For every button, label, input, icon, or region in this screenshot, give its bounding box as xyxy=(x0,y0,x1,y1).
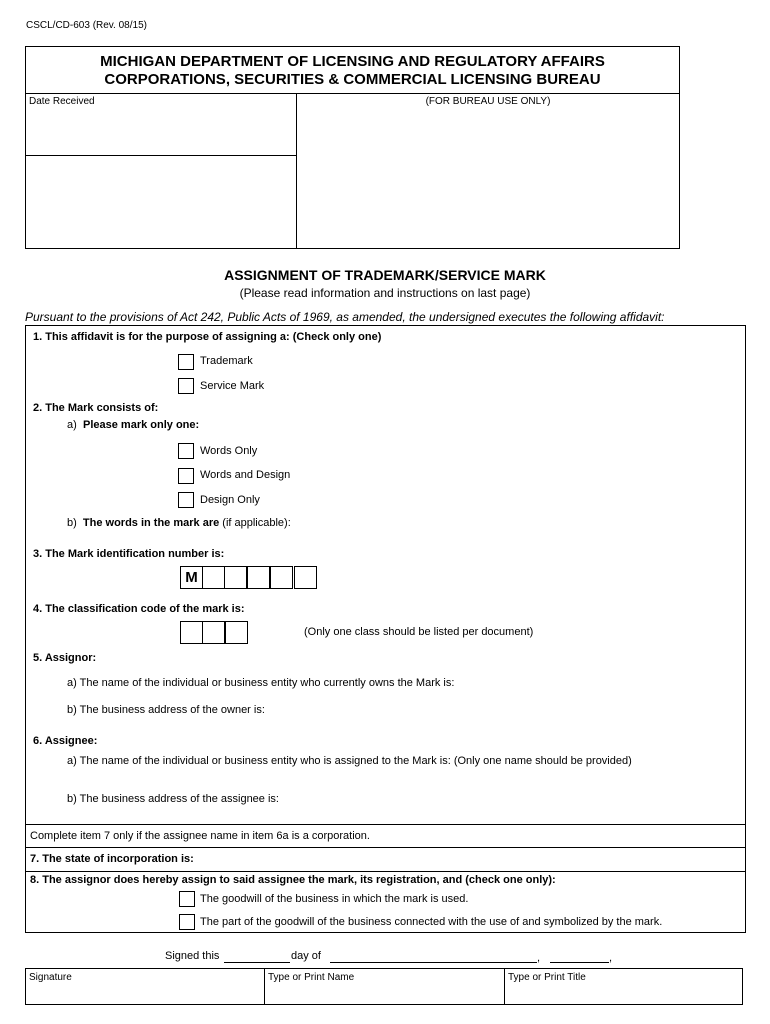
print-title-label: Type or Print Title xyxy=(508,972,586,983)
item8-label: 8. The assignor does hereby assign to said assignee the mark, its registration, and (check one only): xyxy=(30,874,556,886)
signed-month-field[interactable] xyxy=(330,962,537,963)
item5-label: 5. Assignor: xyxy=(33,652,97,664)
mark-id-digit-3[interactable] xyxy=(247,566,270,589)
assignor-name-label: a) The name of the individual or business entity who currently owns the Mark is: xyxy=(67,677,455,689)
goodwill-part-option: The part of the goodwill of the business connected with the use of and symbolized by the mark. xyxy=(200,916,663,928)
agency-line-2: CORPORATIONS, SECURITIES & COMMERCIAL LICENSING BUREAU xyxy=(104,71,601,88)
mark-id-digit-4[interactable] xyxy=(270,566,293,589)
item7-note: Complete item 7 only if the assignee name in item 6a is a corporation. xyxy=(30,830,370,842)
day-of-label: day of xyxy=(291,950,321,962)
mark-id-digit-2[interactable] xyxy=(224,566,247,589)
assignee-name-field[interactable] xyxy=(67,772,740,790)
item2a-prefix: a) xyxy=(67,419,77,431)
words-only-option: Words Only xyxy=(200,445,258,457)
class-note: (Only one class should be listed per document) xyxy=(304,626,534,638)
item7-label: 7. The state of incorporation is: xyxy=(30,853,194,865)
class-code-digit-3[interactable] xyxy=(225,621,248,644)
print-name-field[interactable] xyxy=(265,984,503,1004)
print-title-field[interactable] xyxy=(505,984,742,1004)
trademark-checkbox[interactable] xyxy=(178,354,194,370)
trademark-option: Trademark xyxy=(200,355,253,367)
words-design-option: Words and Design xyxy=(200,469,291,481)
signature-field[interactable] xyxy=(26,984,263,1004)
item4-label: 4. The classification code of the mark is: xyxy=(33,603,245,615)
date-received-label: Date Received xyxy=(29,96,95,107)
design-only-checkbox[interactable] xyxy=(178,492,194,508)
design-only-option: Design Only xyxy=(200,494,260,506)
item3-label: 3. The Mark identification number is: xyxy=(33,548,225,560)
state-incorporation-field[interactable] xyxy=(205,850,740,868)
mark-id-digit-5[interactable] xyxy=(294,566,317,589)
words-design-checkbox[interactable] xyxy=(178,468,194,484)
mark-words-field[interactable] xyxy=(300,513,740,531)
item6-label: 6. Assignee: xyxy=(33,735,98,747)
signature-label: Signature xyxy=(29,972,72,983)
assignor-address-label: b) The business address of the owner is: xyxy=(67,704,265,716)
item2b-label: b) The words in the mark are (if applicable): xyxy=(67,517,291,529)
signed-year-field[interactable] xyxy=(550,962,609,963)
assignor-name-field[interactable] xyxy=(470,674,740,692)
goodwill-whole-checkbox[interactable] xyxy=(179,891,195,907)
item2a-label: Please mark only one: xyxy=(83,419,200,431)
assignee-address-field[interactable] xyxy=(290,790,740,818)
bureau-use-label: (FOR BUREAU USE ONLY) xyxy=(425,96,551,107)
date-received-field[interactable] xyxy=(26,94,296,154)
print-name-label: Type or Print Name xyxy=(268,972,355,983)
class-code-digit-1[interactable] xyxy=(180,621,203,644)
assignor-address-field[interactable] xyxy=(275,701,740,719)
class-code-digit-2[interactable] xyxy=(202,621,225,644)
form-subtitle: (Please read information and instructions on last page) xyxy=(239,286,531,300)
agency-line-1: MICHIGAN DEPARTMENT OF LICENSING AND REGULATORY AFFAIRS xyxy=(100,53,605,70)
service-mark-option: Service Mark xyxy=(200,380,265,392)
form-title: ASSIGNMENT OF TRADEMARK/SERVICE MARK xyxy=(224,267,546,283)
goodwill-part-checkbox[interactable] xyxy=(179,914,195,930)
mark-id-digit-1[interactable] xyxy=(202,566,225,589)
intro-text: Pursuant to the provisions of Act 242, Public Acts of 1969, as amended, the undersigned executes the following affidavit: xyxy=(25,310,665,324)
item2-label: 2. The Mark consists of: xyxy=(33,402,159,414)
item1-label: 1. This affidavit is for the purpose of assigning a: (Check only one) xyxy=(33,331,382,343)
mark-id-prefix: M xyxy=(185,569,198,586)
signed-this-label: Signed this xyxy=(165,950,220,962)
words-only-checkbox[interactable] xyxy=(178,443,194,459)
goodwill-whole-option: The goodwill of the business in which the mark is used. xyxy=(200,893,469,905)
signed-day-field[interactable] xyxy=(224,962,290,963)
mark-id-prefix-cell xyxy=(180,566,203,589)
signed-comma-2: , xyxy=(609,952,613,964)
assignee-address-label: b) The business address of the assignee is: xyxy=(67,793,279,805)
signed-comma-1: , xyxy=(537,952,541,964)
form-id: CSCL/CD-603 (Rev. 08/15) xyxy=(26,20,147,31)
service-mark-checkbox[interactable] xyxy=(178,378,194,394)
assignee-name-label: a) The name of the individual or business entity who is assigned to the Mark is: (Only one name should be provided) xyxy=(67,755,632,767)
